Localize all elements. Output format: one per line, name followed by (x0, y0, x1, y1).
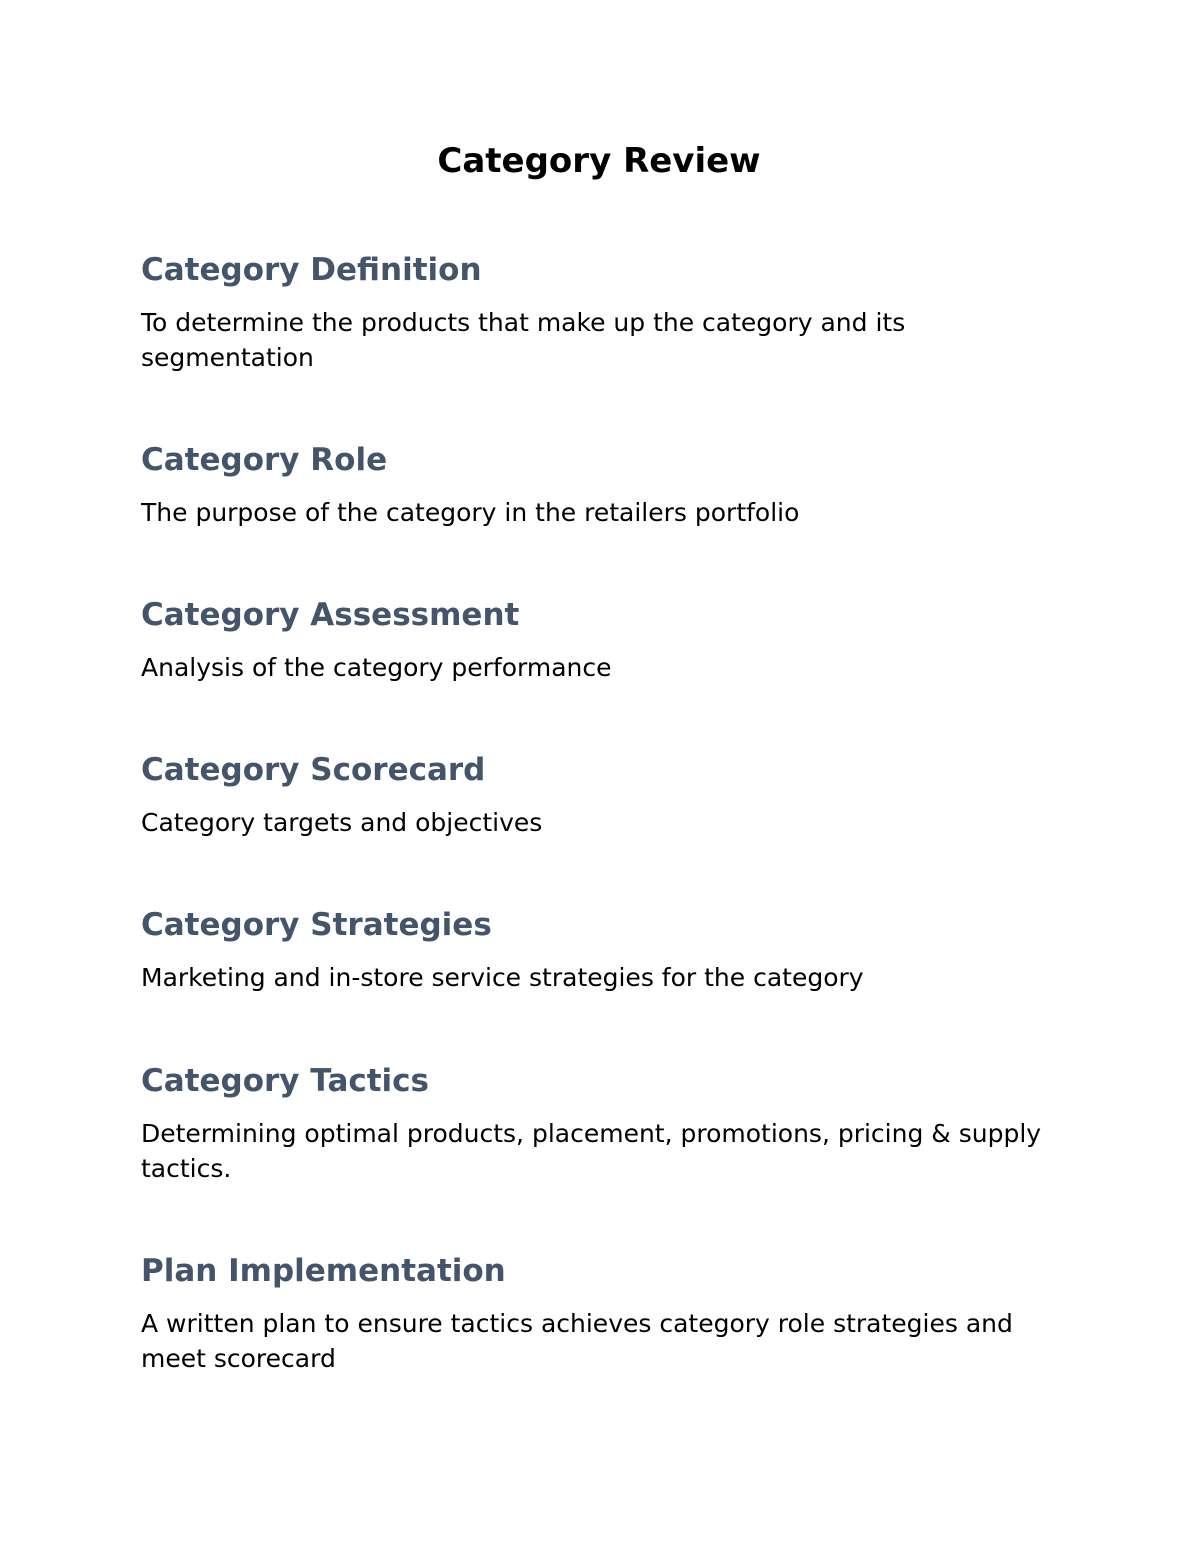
section-heading: Category Definition (141, 252, 482, 288)
document-title: Category Review (437, 141, 761, 181)
section-plan-implementation (141, 1251, 1071, 1376)
section-heading: Category Role (141, 442, 388, 478)
section-heading: Category Strategies (141, 907, 492, 943)
section-heading: Category Tactics (141, 1063, 430, 1099)
section-category-role (141, 440, 1071, 530)
section-heading: Plan Implementation (141, 1253, 506, 1289)
section-description: Category targets and objectives (141, 808, 543, 837)
section-description: A written plan to ensure tactics achieves category role strategies and meet scorecard (141, 1309, 1013, 1373)
section-category-strategies (141, 905, 1071, 995)
section-heading: Category Assessment (141, 597, 520, 633)
section-description: The purpose of the category in the retailers portfolio (141, 498, 800, 527)
section-description: To determine the products that make up the category and its segmentation (141, 308, 906, 372)
section-description: Analysis of the category performance (141, 653, 612, 682)
section-heading: Category Scorecard (141, 752, 486, 788)
section-category-definition (141, 250, 1071, 375)
section-category-assessment (141, 595, 1071, 685)
section-description: Determining optimal products, placement, promotions, pricing & supply tactics. (141, 1119, 1042, 1183)
section-category-scorecard (141, 750, 1071, 840)
section-category-tactics (141, 1061, 1071, 1186)
section-description: Marketing and in-store service strategies for the category (141, 963, 864, 992)
